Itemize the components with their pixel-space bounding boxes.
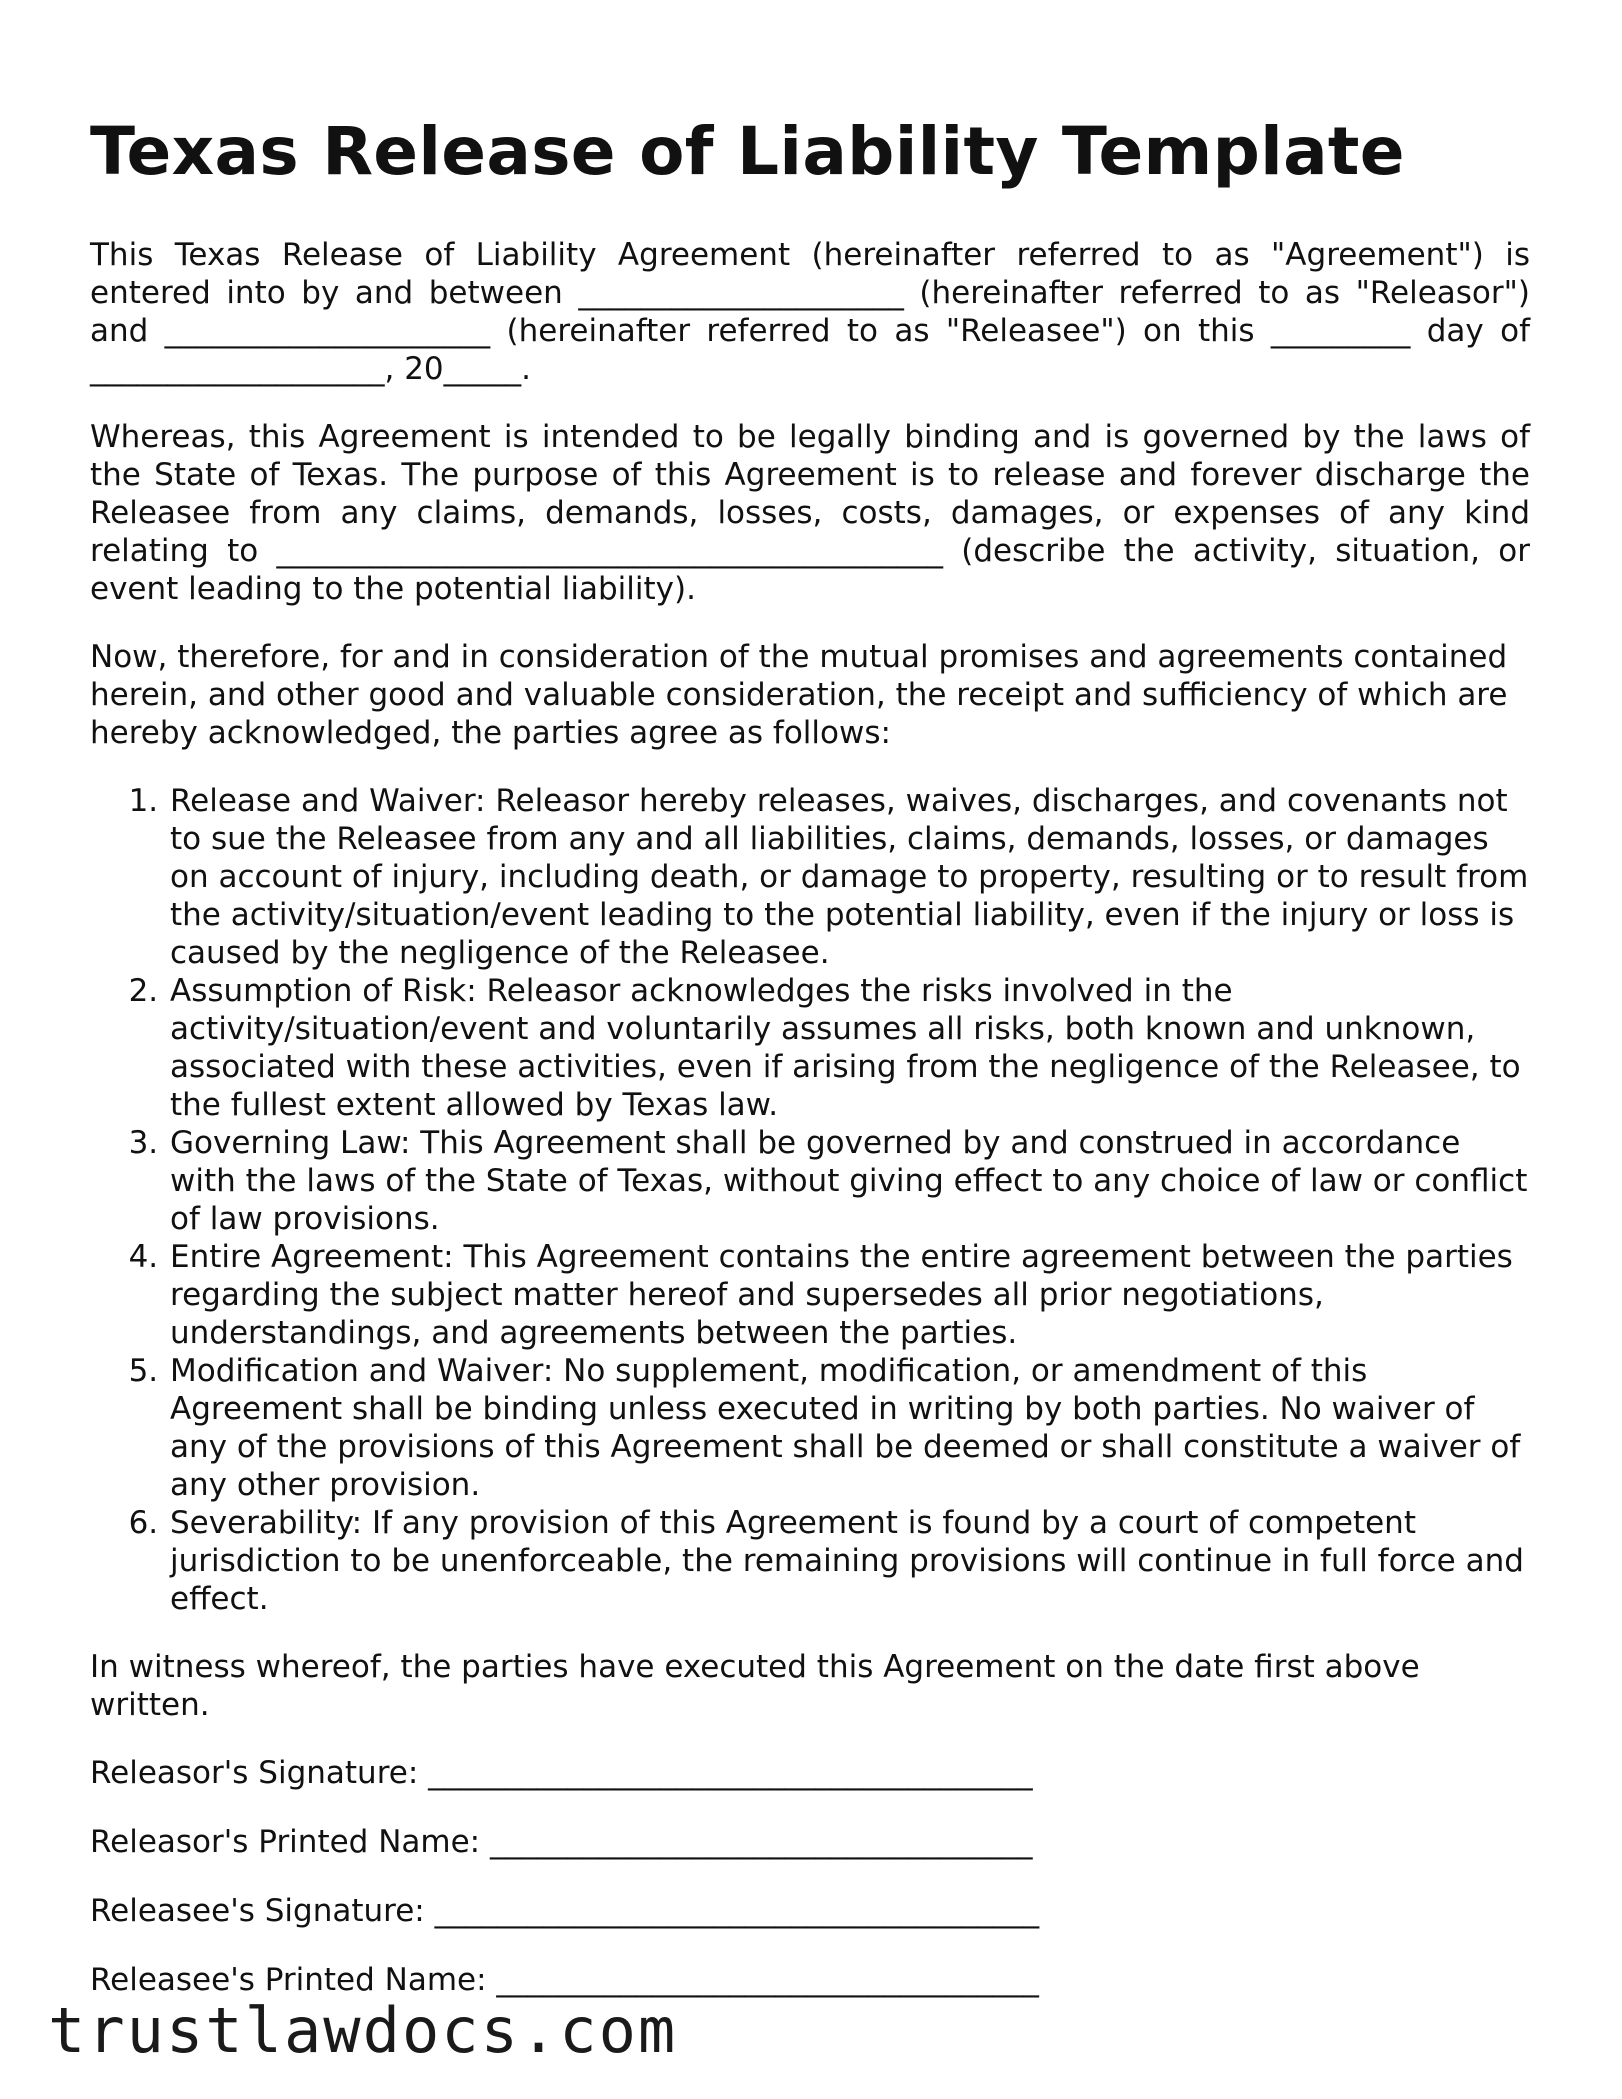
whereas-paragraph: Whereas, this Agreement is intended to be legally binding and is governed by the laws of the State of Texas. The purpose of this Agreement is to release and forever discharge the Releasee from any claims, demands, losses, costs, damages, or expenses of any kind relating to ___________________________________________ (describe the activity, situation, or event leading to the potential liability).	[90, 419, 1530, 607]
releasee-printed-name-line[interactable]: Releasee's Printed Name: ___________________________________	[90, 1962, 1039, 1998]
clause-severability: 6. Severability: If any provision of this Agreement is found by a court of competent jurisdiction to be unenforceable, the remaining provisions will continue in full force and effect.	[168, 1504, 1530, 1618]
releasor-signature-line[interactable]: Releasor's Signature: _______________________________________	[90, 1755, 1033, 1791]
clauses-list	[90, 782, 1530, 1618]
document-page	[90, 112, 1530, 2030]
releasor-printed-name-line[interactable]: Releasor's Printed Name: ___________________________________	[90, 1824, 1033, 1860]
intro-paragraph: This Texas Release of Liability Agreement (hereinafter referred to as "Agreement") is entered into by and between _____________________ (hereinafter referred to as "Releasor") and _____________________ (hereinafter referred to as "Releasee") on this _________ day of ___________________, 20_____.	[90, 237, 1530, 387]
consideration-paragraph: Now, therefore, for and in consideration of the mutual promises and agreements contained herein, and other good and valuable consideration, the receipt and sufficiency of which are hereby acknowledged, the parties agree as follows:	[90, 639, 1508, 751]
clause-entire-agreement: 4. Entire Agreement: This Agreement contains the entire agreement between the parties regarding the subject matter hereof and supersedes all prior negotiations, understandings, and agreements between the parties.	[168, 1238, 1530, 1352]
watermark: trustlawdocs.com	[48, 1994, 678, 2067]
document-title: Texas Release of Liability Template	[90, 113, 1405, 190]
clause-modification-and-waiver: 5. Modification and Waiver: No supplement, modification, or amendment of this Agreement shall be binding unless executed in writing by both parties. No waiver of any of the provisions of this Agreement shall be deemed or shall constitute a waiver of any other provision.	[168, 1352, 1530, 1504]
clause-assumption-of-risk: 2. Assumption of Risk: Releasor acknowledges the risks involved in the activity/situation/event and voluntarily assumes all risks, both known and unknown, associated with these activities, even if arising from the negligence of the Releasee, to the fullest extent allowed by Texas law.	[168, 972, 1530, 1124]
witness-paragraph: In witness whereof, the parties have executed this Agreement on the date first above written.	[90, 1649, 1420, 1723]
clause-release-and-waiver: 1. Release and Waiver: Releasor hereby releases, waives, discharges, and covenants not to sue the Releasee from any and all liabilities, claims, demands, losses, or damages on account of injury, including death, or damage to property, resulting or to result from the activity/situation/event leading to the potential liability, even if the injury or loss is caused by the negligence of the Releasee.	[168, 782, 1530, 972]
clause-governing-law: 3. Governing Law: This Agreement shall be governed by and construed in accordance with the laws of the State of Texas, without giving effect to any choice of law or conflict of law provisions.	[168, 1124, 1530, 1238]
releasee-signature-line[interactable]: Releasee's Signature: _______________________________________	[90, 1893, 1040, 1929]
